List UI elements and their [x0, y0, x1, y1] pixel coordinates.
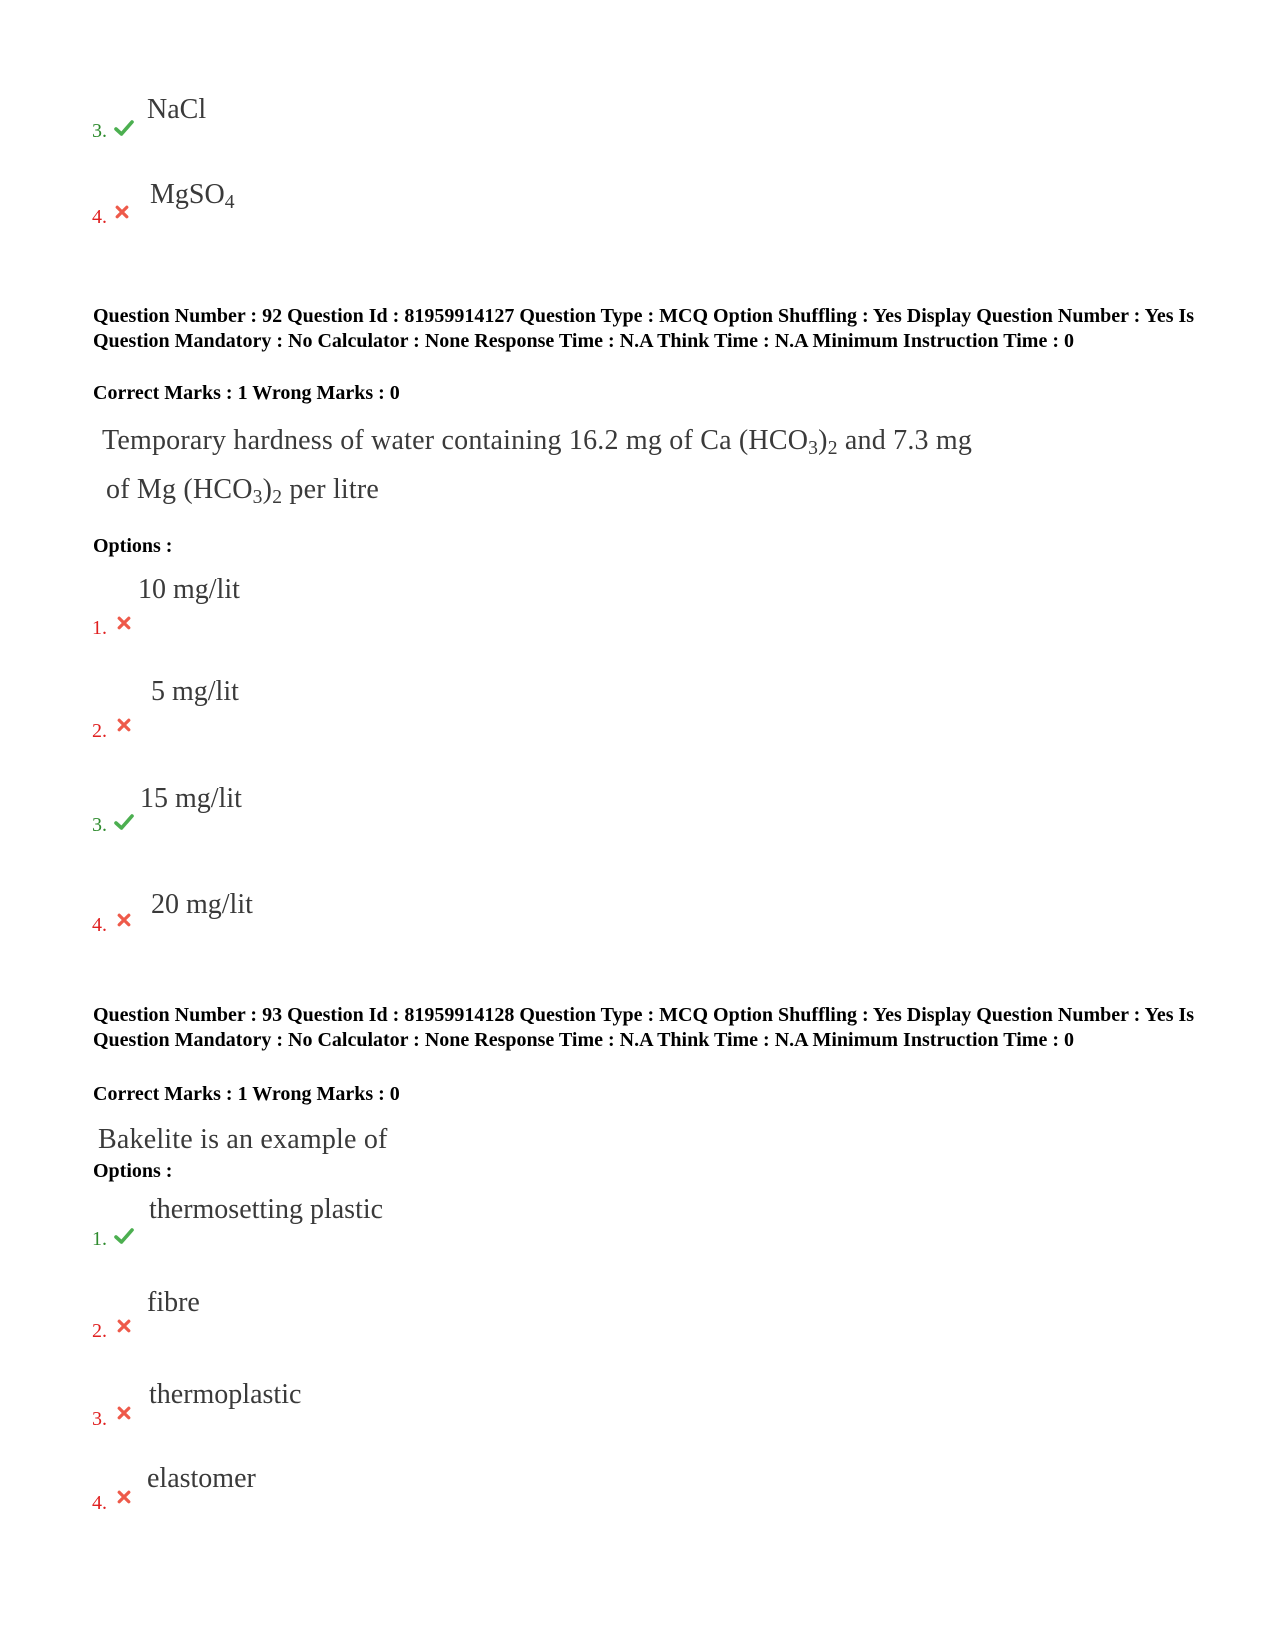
cross-icon [114, 204, 130, 220]
option-number: 2. [92, 720, 107, 742]
option-number: 3. [92, 814, 107, 836]
option-text: thermosetting plastic [149, 1194, 384, 1225]
option-text: MgSO$_4$ [150, 179, 235, 213]
option-text: elastomer [147, 1463, 256, 1494]
option-number: 4. [92, 914, 107, 936]
question-meta: Question Number : 92 Question Id : 81959914127 Question Type : MCQ Option Shuffling : Yes Display Question Number : Yes Is Question Mandatory : No Calculator : None Response Time : N.A Think Time : N.A Minimum Instruction Time : 0 [93, 305, 1195, 352]
question-meta: Question Number : 93 Question Id : 81959914128 Question Type : MCQ Option Shuffling : Yes Display Question Number : Yes Is Question Mandatory : No Calculator : None Response Time : N.A Think Time : N.A Minimum Instruction Time : 0 [93, 1004, 1195, 1051]
option-number: 3. [92, 1408, 107, 1430]
option-text: 10 mg/lit [138, 574, 240, 605]
cross-icon [116, 1489, 132, 1505]
cross-icon [116, 717, 132, 733]
option-text: 15 mg/lit [140, 783, 242, 814]
question-text: Temporary hardness of water containing 16.2 mg of Ca $(HCO_3)_2$ and 7.3 mg [102, 425, 973, 459]
question-text: Bakelite is an example of [98, 1124, 388, 1155]
option-text: thermoplastic [149, 1379, 302, 1410]
check-icon [114, 1226, 134, 1246]
options-label: Options : [93, 1160, 173, 1182]
option-text: NaCl [147, 94, 207, 125]
option-text: 20 mg/lit [151, 889, 253, 920]
option-number: 1. [92, 617, 107, 639]
option-text: 5 mg/lit [151, 676, 239, 707]
options-label: Options : [93, 535, 173, 557]
option-text: fibre [147, 1287, 200, 1318]
cross-icon [116, 1318, 132, 1334]
question-marks: Correct Marks : 1 Wrong Marks : 0 [93, 382, 400, 404]
option-number: 2. [92, 1320, 107, 1342]
question-text: of Mg $(HCO_3)_2$ per litre [106, 474, 380, 508]
cross-icon [116, 912, 132, 928]
cross-icon [116, 615, 132, 631]
option-number: 1. [92, 1228, 107, 1250]
cross-icon [116, 1405, 132, 1421]
question-marks: Correct Marks : 1 Wrong Marks : 0 [93, 1083, 400, 1105]
option-number: 3. [92, 120, 107, 142]
option-number: 4. [92, 206, 107, 228]
check-icon [114, 118, 134, 138]
option-number: 4. [92, 1492, 107, 1514]
check-icon [114, 812, 134, 832]
